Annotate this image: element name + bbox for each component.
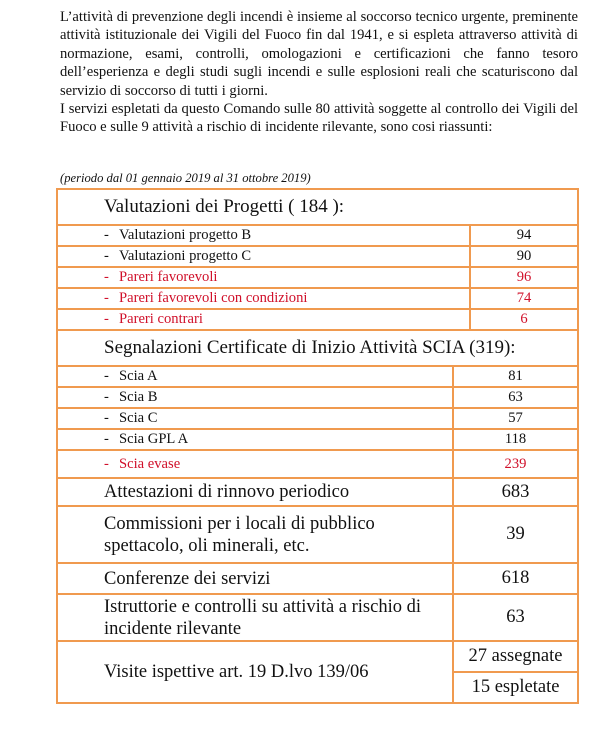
progetti-header-row [57, 189, 578, 225]
visite-row [57, 641, 578, 672]
table-row: - Scia C 57 [57, 408, 578, 429]
summary-row [57, 478, 578, 506]
table-row: - Valutazioni progetto B 94 [57, 225, 578, 246]
summary-value: 63 [453, 594, 578, 641]
progetti-title: Valutazioni dei Progetti ( 184 ): [57, 189, 578, 225]
scia-header-row [57, 330, 578, 366]
row-value: 63 [453, 387, 578, 408]
row-label: Scia GPL A [119, 431, 189, 447]
table-row: - Scia evase 239 [57, 450, 578, 478]
summary-row [57, 506, 578, 563]
row-value: 57 [453, 408, 578, 429]
table-row: - Valutazioni progetto C 90 [57, 246, 578, 267]
row-label: Scia evase [119, 455, 181, 472]
row-label: Scia C [119, 410, 158, 426]
table-row: - Pareri favorevoli con condizioni 74 [57, 288, 578, 309]
row-value: 94 [470, 225, 578, 246]
row-label: Valutazioni progetto C [119, 248, 252, 264]
row-value: 96 [470, 267, 578, 288]
table-row: - Scia B 63 [57, 387, 578, 408]
row-label: Pareri favorevoli [119, 269, 218, 285]
row-value: 118 [453, 429, 578, 450]
statistics-table [56, 188, 579, 704]
visite-assegnate: 27 assegnate [453, 641, 578, 672]
visite-espletate: 15 espletate [453, 672, 578, 703]
summary-row [57, 594, 578, 641]
summary-value: 683 [453, 478, 578, 506]
intro-paragraph-2: I servizi espletati da questo Comando sulle 80 attività soggette al controllo dei Vigili del Fuoco e sulle 9 attività a rischio di incidente rilevante, sono cosi riassunti: [60, 101, 578, 136]
intro-text [60, 8, 578, 137]
row-value: 6 [470, 309, 578, 330]
scia-title: Segnalazioni Certificate di Inizio Attività SCIA (319): [57, 330, 578, 366]
row-value: 90 [470, 246, 578, 267]
table-row: - Pareri contrari 6 [57, 309, 578, 330]
visite-label: Visite ispettive art. 19 D.lvo 139/06 [57, 641, 453, 703]
summary-label: Commissioni per i locali di pubblico spettacolo, oli minerali, etc. [57, 506, 453, 563]
summary-label: Conferenze dei servizi [57, 563, 453, 594]
summary-row [57, 563, 578, 594]
row-label: Pareri contrari [119, 311, 203, 327]
table-row: - Pareri favorevoli 96 [57, 267, 578, 288]
summary-value: 39 [453, 506, 578, 563]
row-label: Valutazioni progetto B [119, 227, 252, 243]
table-row: - Scia GPL A 118 [57, 429, 578, 450]
row-value: 239 [453, 450, 578, 478]
row-label: Scia A [119, 368, 158, 384]
row-value: 81 [453, 366, 578, 387]
row-value: 74 [470, 288, 578, 309]
intro-paragraph-1: L’attività di prevenzione degli incendi è insieme al soccorso tecnico urgente, preminente attività istituzionale dei Vigili del Fuoco fin dal 1941, e si espleta attraverso attività di normazione, esami, controlli, omologazioni e certificazioni che fanno tesoro dell’esperienza e degli studi sugli incendi e sulle esplosioni reali che scaturiscono dal servizio di soccorso di tutti i giorni. [60, 9, 578, 99]
row-label: Pareri favorevoli con condizioni [119, 290, 308, 306]
table-row: - Scia A 81 [57, 366, 578, 387]
summary-value: 618 [453, 563, 578, 594]
summary-label: Attestazioni di rinnovo periodico [57, 478, 453, 506]
row-label: Scia B [119, 389, 158, 405]
period-caption: (periodo dal 01 gennaio 2019 al 31 ottobre 2019) [60, 171, 311, 185]
summary-label: Istruttorie e controlli su attività a rischio di incidente rilevante [57, 594, 453, 641]
